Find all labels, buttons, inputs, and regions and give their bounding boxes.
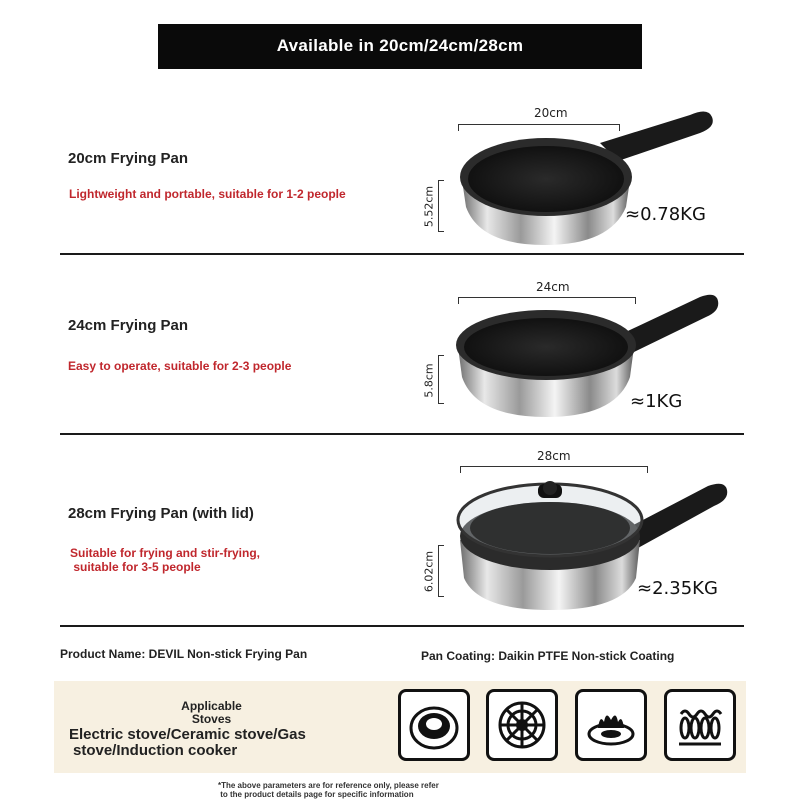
- stoves-title-line-1: Applicable: [181, 699, 242, 713]
- pan-28-weight: ≈2.35KG: [637, 578, 718, 599]
- stoves-title: [54, 700, 369, 726]
- product-name: Product Name: DEVIL Non-stick Frying Pan: [60, 647, 308, 661]
- stoves-list-line-1: Electric stove/Ceramic stove/Gas: [69, 726, 306, 743]
- section-divider-2: [60, 433, 744, 435]
- footnote-line-2: to the product details page for specific information: [218, 790, 414, 799]
- pan-24-image: [450, 285, 730, 425]
- pan-24-description: Easy to operate, suitable for 2-3 people: [68, 359, 292, 373]
- pan-28-image: [450, 470, 740, 615]
- electric-stove-icon: [398, 689, 470, 761]
- applicable-stoves-panel: [54, 681, 746, 773]
- stoves-list-line-2: stove/Induction cooker: [73, 742, 238, 759]
- pan-24-height-bracket: [438, 355, 444, 404]
- section-divider-3: [60, 625, 744, 627]
- pan-20-height-label: 5.52cm: [422, 185, 436, 228]
- pan-20-width-label: 20cm: [534, 106, 568, 120]
- pan-20-title: 20cm Frying Pan: [68, 150, 189, 167]
- pan-coating: Pan Coating: Daikin PTFE Non-stick Coating: [421, 649, 675, 663]
- footnote: [218, 781, 439, 799]
- footnote-line-1: *The above parameters are for reference only, please refer: [218, 781, 439, 790]
- pan-24-title: 24cm Frying Pan: [68, 317, 189, 334]
- pan-24-height-label: 5.8cm: [422, 363, 436, 398]
- header-banner: [158, 24, 642, 69]
- pan-28-title: 28cm Frying Pan (with lid): [68, 505, 254, 522]
- stoves-title-line-2: Stoves: [191, 712, 232, 726]
- stoves-list: [69, 727, 306, 759]
- pan-20-description: Lightweight and portable, suitable for 1-2 people: [69, 187, 346, 201]
- pan-28-height-bracket: [438, 545, 444, 597]
- gas-stove-icon: [575, 689, 647, 761]
- ceramic-stove-icon: [486, 689, 558, 761]
- banner-title: Available in 20cm/24cm/28cm: [276, 36, 524, 55]
- pan-24-weight: ≈1KG: [630, 391, 683, 412]
- pan-24-width-label: 24cm: [536, 280, 570, 294]
- pan-20-image: [450, 95, 730, 250]
- induction-cooker-icon: [664, 689, 736, 761]
- pan-28-height-label: 6.02cm: [422, 550, 436, 593]
- pan-28-width-label: 28cm: [537, 449, 571, 463]
- pan-20-height-bracket: [438, 180, 444, 232]
- pan-28-description-line-1: Suitable for frying and stir-frying,: [70, 546, 261, 560]
- pan-28-description-line-2: suitable for 3-5 people: [70, 560, 201, 574]
- section-divider-1: [60, 253, 744, 255]
- pan-20-weight: ≈0.78KG: [625, 204, 706, 225]
